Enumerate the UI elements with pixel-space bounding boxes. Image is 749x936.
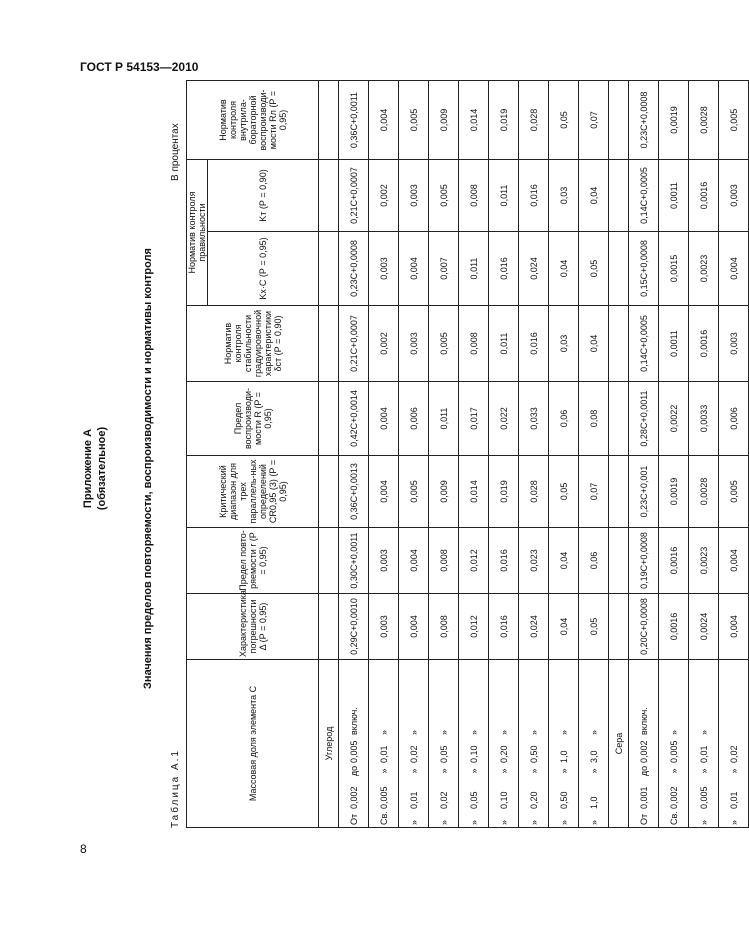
group-spacer-cell: [609, 81, 629, 160]
mass-range-cell: [489, 660, 519, 828]
value-cell: 0,03: [549, 160, 579, 232]
range-do: »: [668, 768, 679, 774]
range-b: 0,01: [698, 745, 709, 763]
value-cell: 0,004: [369, 456, 399, 528]
value-cell: 0,003: [719, 306, 749, 382]
group-spacer-cell: [609, 160, 629, 232]
value-cell: 0,003: [399, 306, 429, 382]
value-cell: 0,007: [429, 232, 459, 306]
table-row: [459, 81, 489, 828]
range-incl: включ.: [638, 707, 649, 735]
value-cell: 0,004: [399, 594, 429, 660]
value-cell: 0,005: [429, 306, 459, 382]
table-caption: Значения пределов повторяемости, воспроизводимости и нормативы контроля: [142, 248, 154, 689]
value-cell: 0,05: [579, 594, 609, 660]
group-spacer-cell: [319, 306, 339, 382]
value-cell: 0,42С+0,0014: [339, 382, 369, 456]
value-cell: 0,03: [549, 306, 579, 382]
group-spacer-cell: [609, 528, 629, 594]
value-cell: 0,016: [489, 594, 519, 660]
group-spacer-cell: [319, 456, 339, 528]
range-do: до: [348, 765, 359, 777]
range-incl: »: [588, 729, 599, 735]
mass-range-cell: [719, 660, 749, 828]
range-a: 0,001: [638, 786, 649, 809]
col-header-accuracy-group: Норматив контроля правильности: [187, 160, 208, 306]
value-cell: 0,033: [519, 382, 549, 456]
range-incl: »: [438, 729, 449, 735]
range-a: 0,01: [408, 791, 419, 809]
range-b: 1,0: [558, 750, 569, 763]
range-do: »: [528, 768, 539, 774]
value-cell: 0,004: [399, 528, 429, 594]
mass-range-cell: [339, 660, 369, 828]
value-cell: 0,0023: [689, 528, 719, 594]
value-cell: 0,14С+0,0005: [629, 160, 659, 232]
col-header-kt: Kт (Р = 0,90): [208, 160, 319, 232]
range-b: 3,0: [588, 750, 599, 763]
value-cell: 0,016: [519, 306, 549, 382]
group-name: Сера: [609, 660, 629, 828]
range-do: »: [498, 768, 509, 774]
value-cell: 0,07: [579, 456, 609, 528]
range-b: 0,005: [348, 740, 359, 763]
value-cell: 0,003: [369, 594, 399, 660]
range-do: »: [698, 768, 709, 774]
value-cell: 0,012: [459, 528, 489, 594]
value-cell: 0,016: [519, 160, 549, 232]
table-row: [659, 81, 689, 828]
group-spacer-cell: [609, 306, 629, 382]
page-number: 8: [80, 842, 87, 856]
value-cell: 0,008: [429, 594, 459, 660]
value-cell: 0,0022: [659, 382, 689, 456]
value-cell: 0,19С+0,0008: [629, 528, 659, 594]
table-row: [549, 81, 579, 828]
range-from: »: [588, 819, 599, 825]
range-from: Св.: [378, 811, 389, 825]
range-b: 0,10: [468, 745, 479, 763]
value-cell: 0,005: [399, 456, 429, 528]
range-incl: »: [668, 729, 679, 735]
value-cell: 0,07: [579, 81, 609, 160]
value-cell: 0,028: [519, 81, 549, 160]
value-cell: 0,019: [489, 456, 519, 528]
range-b: 0,05: [438, 745, 449, 763]
range-do: »: [468, 768, 479, 774]
table-row: [629, 81, 659, 828]
value-cell: 0,004: [719, 232, 749, 306]
range-from: »: [408, 819, 419, 825]
value-cell: 0,002: [369, 306, 399, 382]
value-cell: 0,05: [579, 232, 609, 306]
value-cell: 0,0011: [659, 160, 689, 232]
range-incl: включ.: [348, 707, 359, 735]
value-cell: 0,024: [519, 594, 549, 660]
range-a: 0,05: [468, 791, 479, 809]
range-a: 0,20: [528, 791, 539, 809]
value-cell: 0,21С+0,0007: [339, 306, 369, 382]
value-cell: 0,23С+0,001: [629, 456, 659, 528]
value-cell: 0,011: [489, 160, 519, 232]
mass-range-cell: [459, 660, 489, 828]
group-spacer-cell: [319, 594, 339, 660]
range-a: 1,0: [588, 796, 599, 809]
value-cell: 0,05: [549, 81, 579, 160]
range-do: »: [558, 768, 569, 774]
value-cell: 0,006: [399, 382, 429, 456]
group-spacer-cell: [609, 382, 629, 456]
table-row: [689, 81, 719, 828]
value-cell: 0,017: [459, 382, 489, 456]
value-cell: 0,0033: [689, 382, 719, 456]
value-cell: 0,04: [549, 594, 579, 660]
value-cell: 0,024: [519, 232, 549, 306]
rotated-content: [78, 89, 739, 836]
value-cell: 0,004: [399, 232, 429, 306]
value-cell: 0,21С+0,0007: [339, 160, 369, 232]
value-cell: 0,0015: [659, 232, 689, 306]
data-table: [186, 80, 749, 828]
value-cell: 0,008: [459, 160, 489, 232]
range-from: »: [528, 819, 539, 825]
value-cell: 0,005: [719, 456, 749, 528]
value-cell: 0,011: [429, 382, 459, 456]
range-from: От: [638, 813, 649, 825]
range-a: 0,002: [668, 786, 679, 809]
range-do: »: [588, 768, 599, 774]
value-cell: 0,23С+0,0008: [629, 81, 659, 160]
value-cell: 0,011: [459, 232, 489, 306]
value-cell: 0,004: [369, 382, 399, 456]
range-from: »: [438, 819, 449, 825]
range-a: 0,01: [728, 791, 739, 809]
col-header-kxc: Kх·С (Р = 0,95): [208, 232, 319, 306]
value-cell: 0,004: [719, 594, 749, 660]
mass-range-cell: [399, 660, 429, 828]
value-cell: 0,23С+0,0008: [339, 232, 369, 306]
value-cell: 0,04: [579, 160, 609, 232]
range-b: 0,005: [668, 740, 679, 763]
value-cell: 0,36С+0,0011: [339, 81, 369, 160]
range-from: »: [558, 819, 569, 825]
value-cell: 0,0016: [689, 160, 719, 232]
value-cell: 0,008: [459, 306, 489, 382]
range-a: 0,10: [498, 791, 509, 809]
value-cell: 0,005: [719, 81, 749, 160]
table-label: Таблица А.1: [170, 749, 181, 828]
value-cell: 0,14С+0,0005: [629, 306, 659, 382]
value-cell: 0,08: [579, 382, 609, 456]
range-do: »: [378, 768, 389, 774]
range-b: 0,002: [638, 740, 649, 763]
table-row: [719, 81, 749, 828]
value-cell: 0,016: [489, 232, 519, 306]
value-cell: 0,04: [549, 232, 579, 306]
value-cell: 0,36С+0,0013: [339, 456, 369, 528]
value-cell: 0,008: [429, 528, 459, 594]
table-units: В процентах: [170, 123, 181, 181]
value-cell: 0,003: [399, 160, 429, 232]
value-cell: 0,0019: [659, 81, 689, 160]
value-cell: 0,0016: [689, 306, 719, 382]
mass-range-cell: [629, 660, 659, 828]
value-cell: 0,003: [369, 232, 399, 306]
value-cell: 0,009: [429, 456, 459, 528]
group-spacer-cell: [609, 456, 629, 528]
mass-range-cell: [519, 660, 549, 828]
range-b: 0,02: [408, 745, 419, 763]
range-a: 0,02: [438, 791, 449, 809]
col-header-intralab: Норматив контроля внутрила-бораторной воспроизводи-мости Rл (Р = 0,95): [187, 81, 319, 160]
group-spacer-cell: [609, 232, 629, 306]
mass-range-cell: [549, 660, 579, 828]
range-a: 0,002: [348, 786, 359, 809]
range-from: От: [348, 813, 359, 825]
group-spacer-cell: [609, 594, 629, 660]
range-incl: »: [498, 729, 509, 735]
col-header-accuracy: Характеристика погрешности Δ (Р = 0,95): [187, 594, 319, 660]
value-cell: 0,002: [369, 160, 399, 232]
value-cell: 0,014: [459, 456, 489, 528]
range-from: »: [728, 819, 739, 825]
value-cell: 0,016: [489, 528, 519, 594]
range-do: до: [638, 765, 649, 777]
value-cell: 0,29С+0,0010: [339, 594, 369, 660]
range-do: »: [408, 768, 419, 774]
value-cell: 0,0011: [659, 306, 689, 382]
value-cell: 0,0024: [689, 594, 719, 660]
range-from: »: [698, 819, 709, 825]
standard-id: ГОСТ Р 54153—2010: [80, 60, 199, 74]
range-from: »: [468, 819, 479, 825]
group-spacer-cell: [319, 81, 339, 160]
value-cell: 0,014: [459, 81, 489, 160]
value-cell: 0,006: [719, 382, 749, 456]
group-spacer-cell: [319, 382, 339, 456]
value-cell: 0,019: [489, 81, 519, 160]
mass-range-cell: [369, 660, 399, 828]
value-cell: 0,28С+0,0011: [629, 382, 659, 456]
range-b: 0,02: [728, 745, 739, 763]
table-row: [579, 81, 609, 828]
mass-range-cell: [429, 660, 459, 828]
value-cell: 0,20С+0,0008: [629, 594, 659, 660]
value-cell: 0,0023: [689, 232, 719, 306]
col-header-repeatability: Предел повто-ряемости r (P = 0,95): [187, 528, 319, 594]
table-row: [399, 81, 429, 828]
group-spacer-cell: [319, 160, 339, 232]
table-row: [429, 81, 459, 828]
value-cell: 0,028: [519, 456, 549, 528]
range-b: 0,01: [378, 745, 389, 763]
range-incl: »: [408, 729, 419, 735]
range-incl: »: [378, 729, 389, 735]
group-spacer-cell: [319, 232, 339, 306]
table-row: [519, 81, 549, 828]
value-cell: 0,004: [719, 528, 749, 594]
col-header-mass-fraction: Массовая доля элемента С: [187, 660, 319, 828]
value-cell: 0,0016: [659, 528, 689, 594]
range-incl: »: [528, 729, 539, 735]
value-cell: 0,003: [369, 528, 399, 594]
value-cell: 0,15С+0,0008: [629, 232, 659, 306]
mass-range-cell: [689, 660, 719, 828]
value-cell: 0,04: [549, 528, 579, 594]
range-a: 0,005: [698, 786, 709, 809]
range-do: »: [438, 768, 449, 774]
value-cell: 0,023: [519, 528, 549, 594]
value-cell: 0,009: [429, 81, 459, 160]
value-cell: 0,0028: [689, 81, 719, 160]
group-name: Углерод: [319, 660, 339, 828]
col-header-reproducibility: Предел воспроизводи-мости R (P = 0,95): [187, 382, 319, 456]
range-a: 0,50: [558, 791, 569, 809]
value-cell: 0,011: [489, 306, 519, 382]
range-a: 0,005: [378, 786, 389, 809]
value-cell: 0,0019: [659, 456, 689, 528]
value-cell: 0,04: [579, 306, 609, 382]
group-spacer-cell: [319, 528, 339, 594]
range-incl: »: [698, 729, 709, 735]
table-row: [339, 81, 369, 828]
range-from: Св.: [668, 811, 679, 825]
range-incl: »: [558, 729, 569, 735]
value-cell: 0,004: [369, 81, 399, 160]
value-cell: 0,06: [579, 528, 609, 594]
appendix-status: (обязательное): [96, 426, 108, 511]
table-row: [369, 81, 399, 828]
value-cell: 0,022: [489, 382, 519, 456]
value-cell: 0,005: [429, 160, 459, 232]
value-cell: 0,0016: [659, 594, 689, 660]
value-cell: 0,0028: [689, 456, 719, 528]
value-cell: 0,06: [549, 382, 579, 456]
range-b: 0,20: [498, 745, 509, 763]
value-cell: 0,012: [459, 594, 489, 660]
range-from: »: [498, 819, 509, 825]
col-header-critical-range: Критический диапазон для трех параллель-ных определений CR0,95 (3) (Р = 0,95): [187, 456, 319, 528]
range-incl: »: [468, 729, 479, 735]
value-cell: 0,30С+0,0011: [339, 528, 369, 594]
appendix-title: Приложение А: [82, 428, 94, 509]
mass-range-cell: [579, 660, 609, 828]
value-cell: 0,005: [399, 81, 429, 160]
col-header-stability: Норматив контроля стабильности градуировочной характеристики δст (Р = 0,90): [187, 306, 319, 382]
value-cell: 0,003: [719, 160, 749, 232]
value-cell: 0,05: [549, 456, 579, 528]
mass-range-cell: [659, 660, 689, 828]
table-row: [489, 81, 519, 828]
range-do: »: [728, 768, 739, 774]
range-b: 0,50: [528, 745, 539, 763]
